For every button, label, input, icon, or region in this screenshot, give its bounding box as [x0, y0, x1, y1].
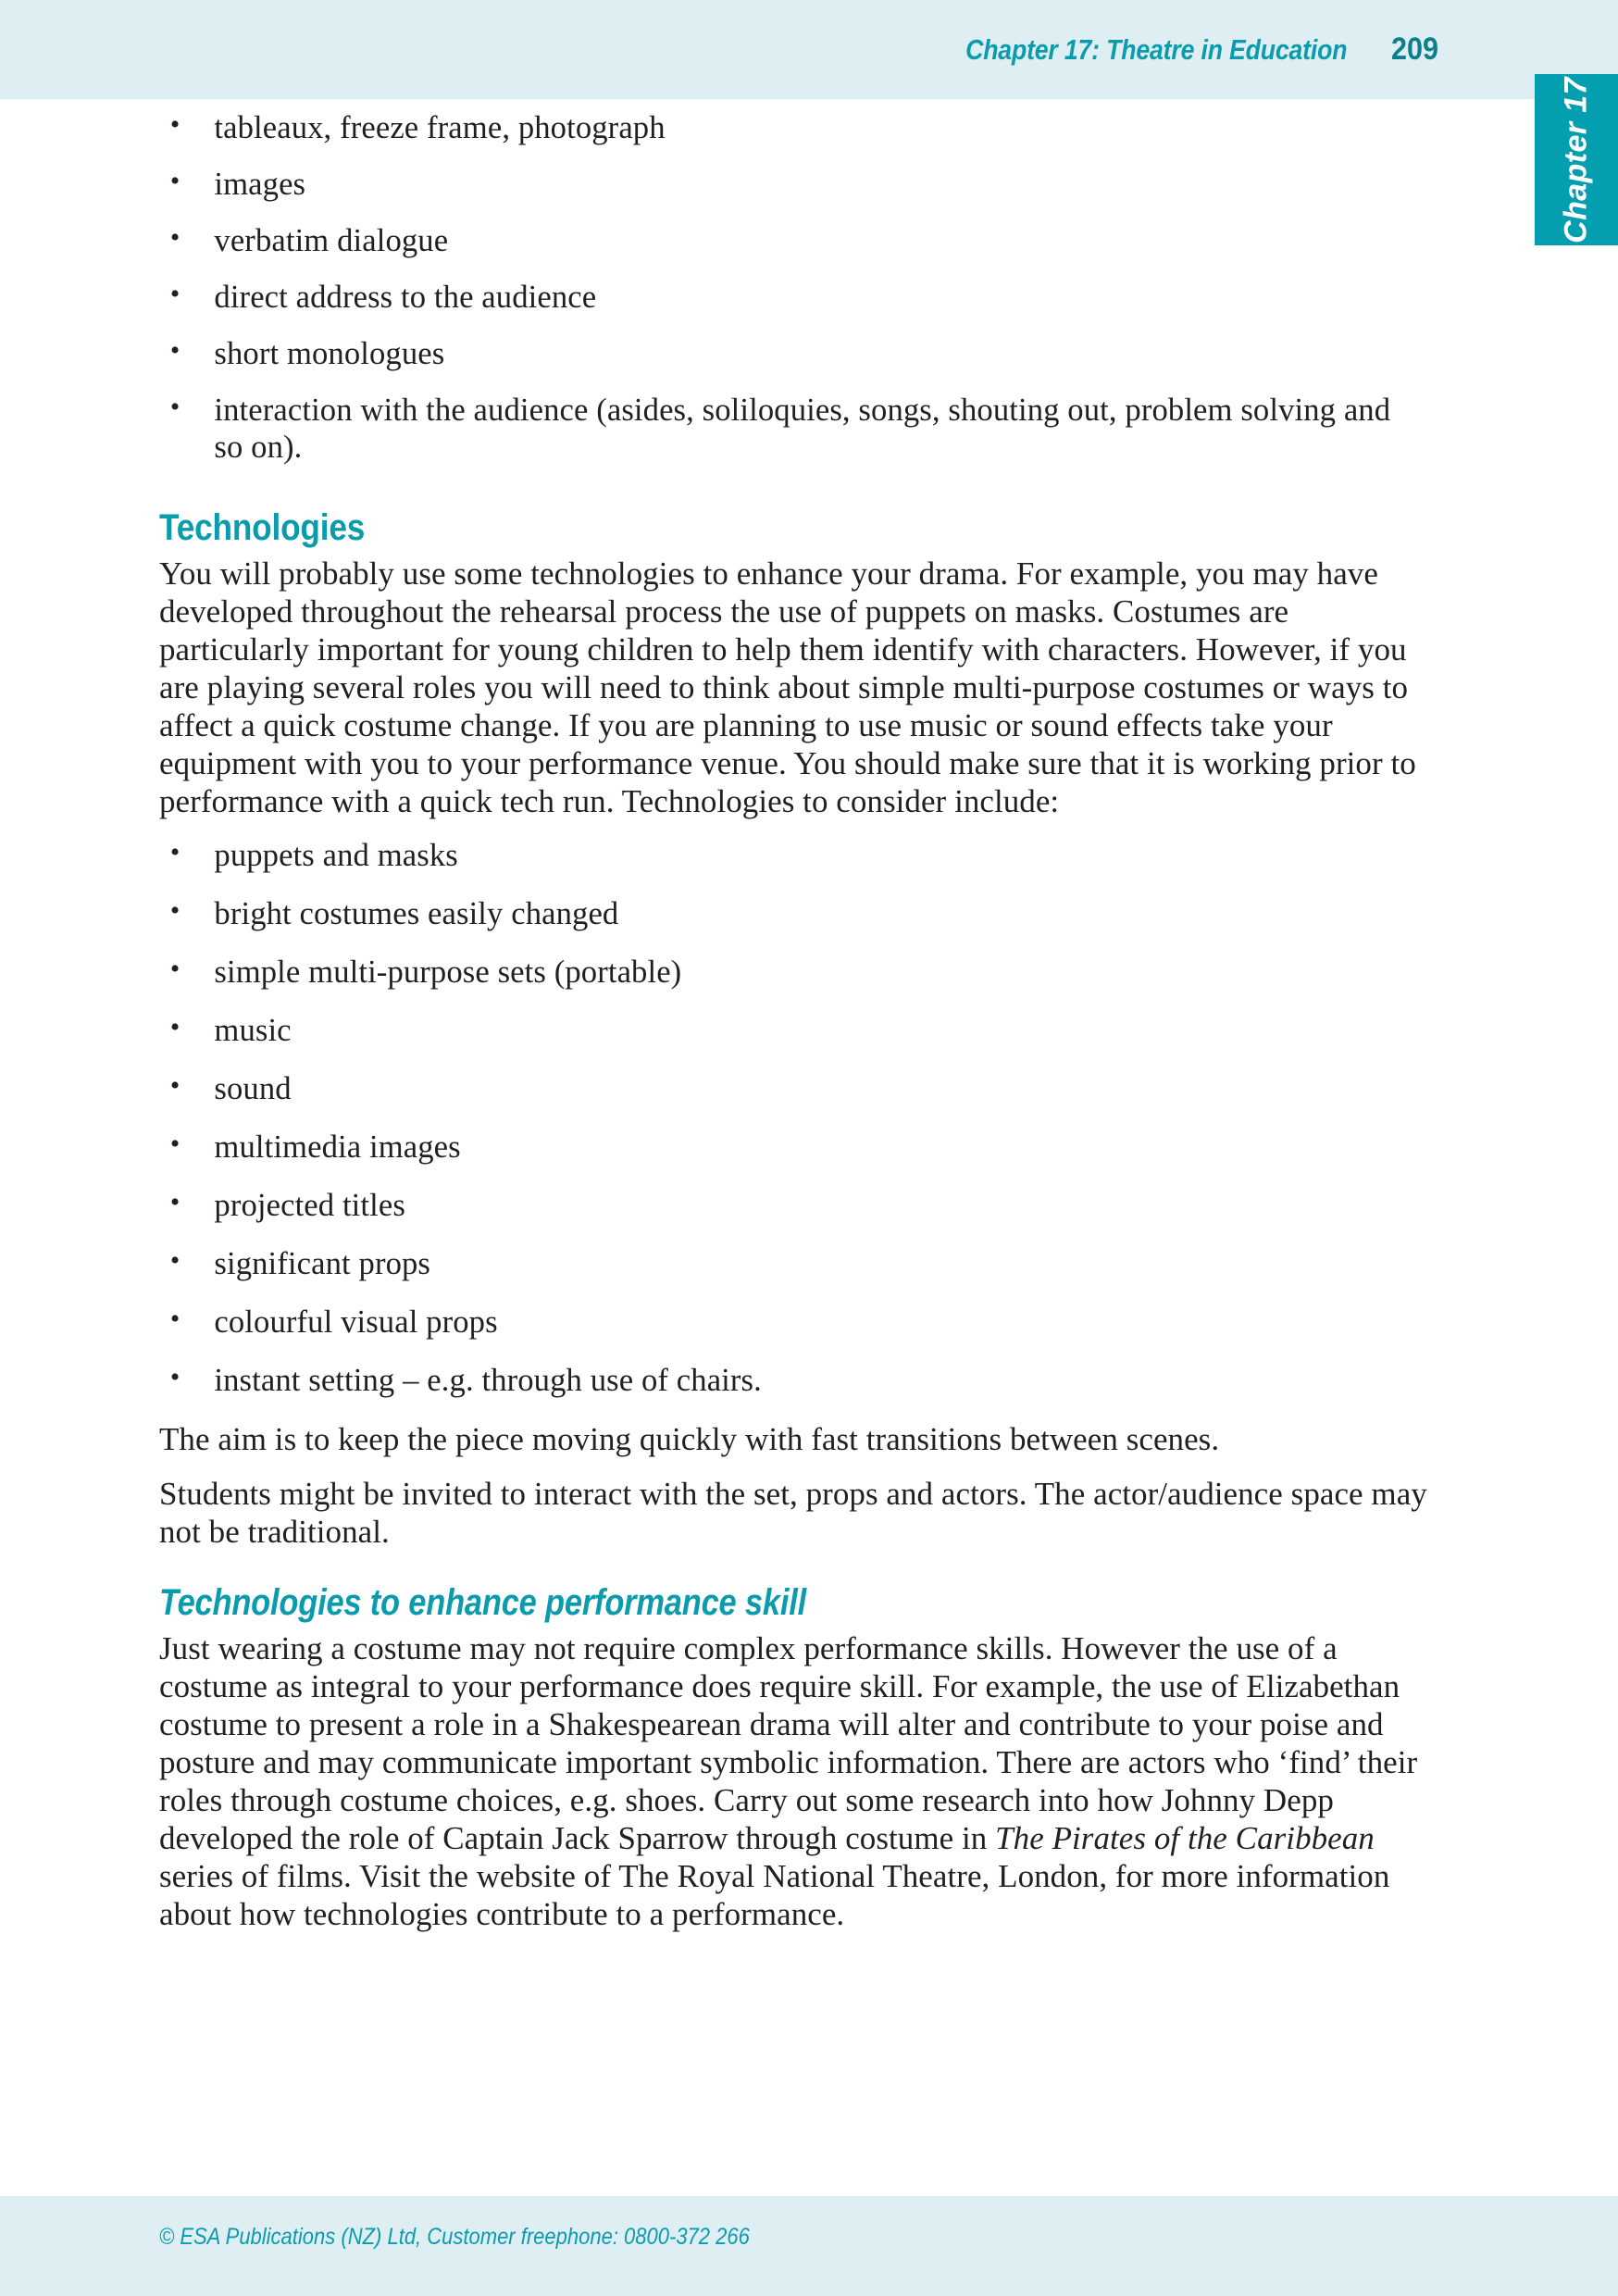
- list-item: • colourful visual props: [159, 1304, 1414, 1362]
- performance-paragraph: [159, 1629, 1427, 1933]
- section-heading-technologies: Technologies: [159, 507, 366, 548]
- page-header-inner: [0, 0, 1444, 99]
- list-item: • interaction with the audience (asides, soliloquies, songs, shouting out, problem solving and so on).: [159, 392, 1414, 485]
- page-content: [159, 109, 1427, 1944]
- students-paragraph: Students might be invited to interact with the set, props and actors. The actor/audience space may not be traditional.: [159, 1476, 1427, 1550]
- chapter-running-head: Chapter 17: Theatre in Education: [965, 32, 1348, 66]
- performance-paragraph-part2: series of films. Visit the website of The Royal National Theatre, London, for more information about how technologies contribute to a performance.: [159, 1858, 1390, 1932]
- list-item: • multimedia images: [159, 1129, 1414, 1187]
- page-footer-band: [0, 2196, 1618, 2296]
- chapter-side-tab: [1535, 74, 1618, 245]
- list-item: • short monologues: [159, 335, 1414, 392]
- page-header-band: [0, 0, 1618, 99]
- performance-paragraph-part1: Just wearing a costume may not require complex performance skills. However the use of a costume as integral to your performance does require skill. For example, the use of Elizabethan costume to present a role in a Shakespearean drama will alter and contribute to your poise and posture and may communicate important symbolic information. There are actors who ‘find’ their roles through costume choices, e.g. shoes. Carry out some research into how Johnny Depp developed the role of Captain Jack Sparrow through costume in: [159, 1630, 1418, 1856]
- list-item: • bright costumes easily changed: [159, 895, 1414, 954]
- list-item: • projected titles: [159, 1187, 1414, 1245]
- list-item: • significant props: [159, 1245, 1414, 1304]
- chapter-side-tab-label: Chapter 17: [1558, 76, 1594, 243]
- list-item: • simple multi-purpose sets (portable): [159, 954, 1414, 1012]
- aim-paragraph: The aim is to keep the piece moving quickly with fast transitions between scenes.: [159, 1421, 1220, 1457]
- list-item: • music: [159, 1012, 1414, 1070]
- list-item: • puppets and masks: [159, 837, 1414, 895]
- technologies-intro-paragraph: You will probably use some technologies to enhance your drama. For example, you may have developed throughout the rehearsal process the use of puppets on masks. Costumes are particularly important for young children to help them identify with characters. However, if you are playing several roles you will need to think about simple multi-purpose costumes or ways to affect a quick costume change. If you are planning to use music or sound effects take your equipment with you to your performance venue. You should make sure that it is working prior to performance with a quick tech run. Technologies to consider include:: [159, 555, 1416, 819]
- list-item: • instant setting – e.g. through use of chairs.: [159, 1362, 1414, 1420]
- list-item: • images: [159, 166, 1414, 222]
- list-item: • tableaux, freeze frame, photograph: [159, 109, 1414, 166]
- section-heading-performance-skill: Technologies to enhance performance skill: [159, 1582, 806, 1623]
- page-number: 209: [1391, 31, 1439, 67]
- list-item: • sound: [159, 1070, 1414, 1129]
- technologies-bullet-list: [159, 837, 1427, 1420]
- top-bullet-list: [159, 109, 1427, 485]
- book-title-italic: The Pirates of the Caribbean: [995, 1820, 1375, 1856]
- list-item: • verbatim dialogue: [159, 222, 1414, 279]
- footer-copyright: © ESA Publications (NZ) Ltd, Customer freephone: 0800-372 266: [159, 2224, 750, 2250]
- list-item: • direct address to the audience: [159, 279, 1414, 335]
